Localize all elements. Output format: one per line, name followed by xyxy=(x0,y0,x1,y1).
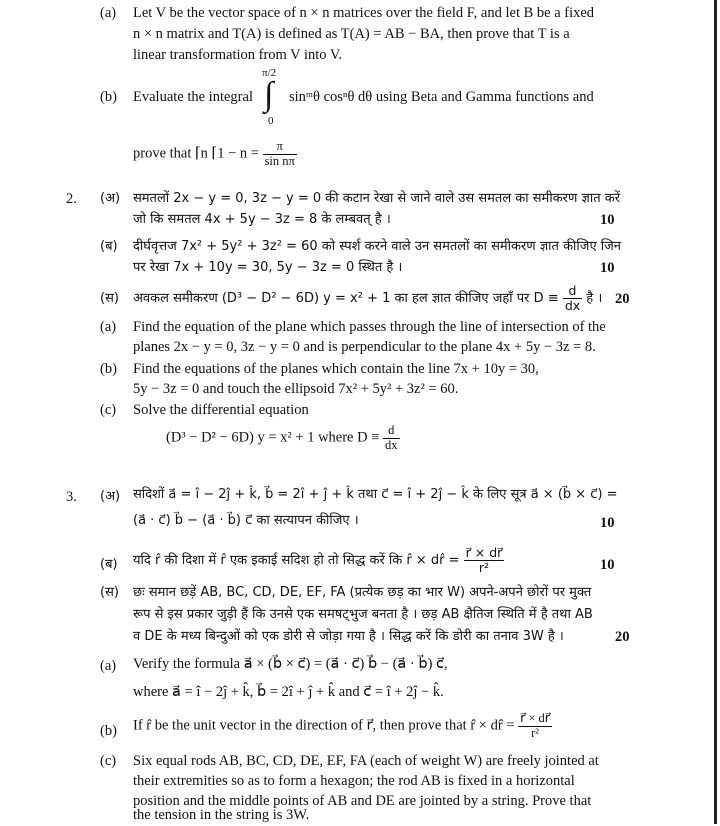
q3-h-b-marks: 10 xyxy=(600,557,615,573)
q1b-upper-limit: π/2 xyxy=(262,67,277,79)
q2a-line1: Find the equation of the plane which passes through the line of intersection of the xyxy=(133,319,606,335)
q1b-lower-limit: 0 xyxy=(268,115,274,127)
q3-h-c-label: (स) xyxy=(100,585,119,600)
q2-h-a-line2: जो कि समतल 4x + 5y − 3z = 8 के लम्बवत् है । xyxy=(133,212,391,227)
q1b-fraction xyxy=(263,140,297,169)
q3-h-a-line2: (a⃗ · c⃗) b⃗ − (a⃗ · b⃗) c⃗ का सत्यापन कीजिए । xyxy=(133,513,359,528)
q3-h-c-line1: छः समान छड़ें AB, BC, CD, DE, EF, FA (प्रत्येक छड़ का भार W) अपने-अपने छोरों पर मुक्त xyxy=(133,585,592,600)
q2-h-b-line1: दीर्घवृत्तज 7x² + 5y² + 3z² = 60 को स्पर्श करने वाले उन समतलों का समीकरण ज्ञात कीजिए जिन xyxy=(133,239,621,254)
q2c-fraction xyxy=(383,424,400,453)
q3-h-b-frac-den: r² xyxy=(478,559,490,575)
q3c-line3: position and the middle points of AB and DE are jointed by a string. Prove that xyxy=(133,793,592,809)
q3b-line xyxy=(133,712,552,741)
q3b-fraction xyxy=(518,712,552,741)
q1b-text: Evaluate the integral xyxy=(133,89,253,105)
q3-h-c-marks: 20 xyxy=(615,629,630,645)
q2c-label: (c) xyxy=(100,402,117,418)
q2a-label: (a) xyxy=(100,319,117,335)
q2-h-c-frac-num: d xyxy=(563,284,582,299)
q2-h-c-frac-den: dx xyxy=(564,297,581,313)
q3-h-b-line xyxy=(133,546,504,575)
q3b-frac-den: r² xyxy=(531,725,539,740)
q3-h-a-marks: 10 xyxy=(600,515,615,531)
q3c-label: (c) xyxy=(100,753,117,769)
q1b-label: (b) xyxy=(100,89,117,105)
q2-h-c-end: है । xyxy=(586,290,603,306)
q1b-integral-sign: ∫ xyxy=(264,76,274,113)
q3b-frac-num: r⃗ × dr⃗ xyxy=(520,711,550,725)
q2-h-b-label: (ब) xyxy=(100,239,118,254)
q2-h-c-fraction xyxy=(563,284,582,313)
q2c-frac-den: dx xyxy=(385,437,398,452)
q3c-line1: Six equal rods AB, BC, CD, DE, EF, FA (each of weight W) are freely jointed at xyxy=(133,753,599,769)
q1b-prove xyxy=(133,140,297,169)
q3a-line1: Verify the formula a⃗ × (b⃗ × c⃗) = (a⃗ · c⃗) b⃗ − (a⃗ · b⃗) c⃗, xyxy=(133,656,448,672)
q3a-line2: where a⃗ = î − 2ĵ + k̂, b⃗ = 2î + ĵ + k̂ and c⃗ = î + 2ĵ − k̂. xyxy=(133,684,444,700)
q2b-label: (b) xyxy=(100,361,117,377)
q1b-frac-den: sin nπ xyxy=(264,153,295,168)
q3c-line4: the tension in the string is 3W. xyxy=(133,807,310,823)
q2c-frac-num: d xyxy=(383,424,400,439)
q3a-label: (a) xyxy=(100,658,117,674)
q3-h-a-line1: सदिशों a⃗ = î − 2ĵ + k̂, b⃗ = 2î + ĵ + k̂ तथा c⃗ = î + 2ĵ − k̂ के लिए सूत्र a⃗ × (b⃗ × c⃗) = xyxy=(133,487,618,502)
q2c-line2 xyxy=(166,424,400,453)
q3-h-b-frac-num: r⃗ × dr⃗ xyxy=(465,545,503,560)
q3-h-b-fraction xyxy=(464,546,505,575)
q3-h-b-text: यदि r̂ की दिशा में r̂ एक इकाई सदिश हो तो सिद्ध करें कि r̂ × dr̂ = xyxy=(133,552,460,568)
q2c-line1: Solve the differential equation xyxy=(133,402,309,418)
q1a-line2: n × n matrix and T(A) is defined as T(A) = AB − BA, then prove that T is a xyxy=(133,26,570,42)
q1b-frac-num: π xyxy=(263,140,297,155)
q1b-integrand: sinᵐθ cosⁿθ dθ using Beta and Gamma functions and xyxy=(289,89,594,105)
q2b-line2: 5y − 3z = 0 and touch the ellipsoid 7x² + 5y² + 3z² = 60. xyxy=(133,381,459,397)
q1a-line3: linear transformation from V into V. xyxy=(133,47,343,63)
page-edge-border xyxy=(714,0,717,824)
q3-h-a-label: (अ) xyxy=(100,489,121,504)
q1a-label: (a) xyxy=(100,5,117,21)
q2-h-c-text: अवकल समीकरण (D³ − D² − 6D) y = x² + 1 का हल ज्ञात कीजिए जहाँ पर D ≡ xyxy=(133,290,559,306)
q3c-line2: their extremities so as to form a hexagon; the rod AB is fixed in a horizontal xyxy=(133,773,575,789)
q2-h-a-line1: समतलों 2x − y = 0, 3z − y = 0 की कटान रेखा से जाने वाले उस समतल का समीकरण ज्ञात करें xyxy=(133,191,621,206)
q2a-line2: planes 2x − y = 0, 3z − y = 0 and is perpendicular to the plane 4x + 5y − 3z = 8. xyxy=(133,339,596,355)
q3-h-c-line3: व DE के मध्य बिन्दुओं को एक डोरी से जोड़ा गया है । सिद्ध करें कि डोरी का तनाव 3W है । xyxy=(133,629,564,644)
q1a-line1: Let V be the vector space of n × n matrices over the field F, and let B be a fixed xyxy=(133,5,595,21)
q3-h-c-line2: रूप से इस प्रकार जुड़ी हैं कि उनसे एक समषट्भुज बनता है । छड़ AB क्षैतिज स्थिति में है तथा AB xyxy=(133,607,593,622)
q2-h-c-line xyxy=(133,284,602,313)
q2-h-a-label: (अ) xyxy=(100,191,121,206)
q2-h-c-label: (स) xyxy=(100,291,119,306)
q3b-label: (b) xyxy=(100,723,117,739)
q3b-text: If r̂ be the unit vector in the direction of r⃗, then prove that r̂ × dr̂ = xyxy=(133,717,515,734)
q3-h-b-label: (ब) xyxy=(100,557,118,572)
q2-h-b-line2: पर रेखा 7x + 10y = 30, 5y − 3z = 0 स्थित है । xyxy=(133,260,403,275)
q2b-line1: Find the equations of the planes which contain the line 7x + 10y = 30, xyxy=(133,361,539,377)
q2-h-b-marks: 10 xyxy=(600,260,615,276)
q2c-equation: (D³ − D² − 6D) y = x² + 1 where D ≡ xyxy=(166,429,380,446)
q1b-prove-text: prove that ⌈n ⌈1 − n = xyxy=(133,145,259,162)
q3-number: 3. xyxy=(66,489,77,505)
q2-number: 2. xyxy=(66,191,77,207)
q2-h-a-marks: 10 xyxy=(600,212,615,228)
q2-h-c-marks: 20 xyxy=(615,291,630,307)
